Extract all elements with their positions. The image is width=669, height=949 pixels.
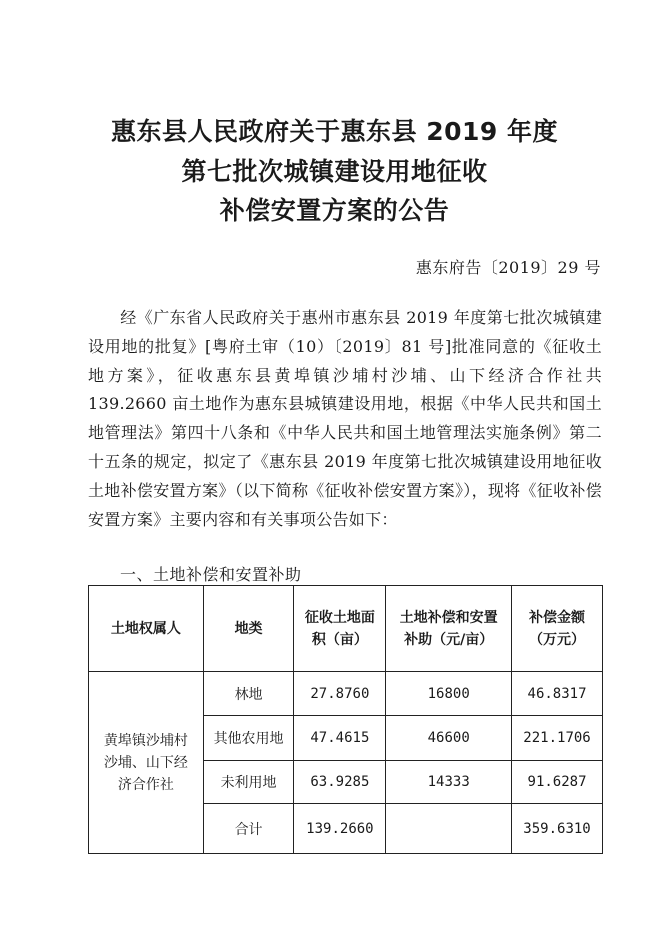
header-amount-line-2: （万元） <box>529 631 586 648</box>
owner-line-3: 济合作社 <box>117 776 174 793</box>
header-rate-line-1: 土地补偿和安置 <box>399 609 498 626</box>
title-line-3: 补偿安置方案的公告 <box>219 196 450 225</box>
header-rate-line-2: 补助（元/亩） <box>404 631 494 648</box>
header-amount-line-1: 补偿金额 <box>529 609 586 626</box>
header-area-line-1: 征收土地面 <box>304 609 375 626</box>
total-rate-cell <box>386 804 512 854</box>
rate-cell: 16800 <box>386 672 512 716</box>
section-heading: 一、土地补偿和安置补助 <box>120 565 302 584</box>
owner-line-2: 沙埔、山下经 <box>103 754 188 771</box>
rate-cell: 46600 <box>386 716 512 761</box>
amount-cell: 46.8317 <box>512 672 603 716</box>
header-area-line-2: 积（亩） <box>311 631 368 648</box>
area-cell: 47.4615 <box>294 716 386 761</box>
area-cell: 27.8760 <box>294 672 386 716</box>
table-header-row <box>89 586 603 672</box>
table-row <box>89 672 603 716</box>
land-type-cell: 其他农用地 <box>203 716 294 761</box>
total-label-cell: 合计 <box>203 804 294 854</box>
header-amount <box>512 586 603 672</box>
amount-cell: 221.1706 <box>512 716 603 761</box>
title-line-1: 惠东县人民政府关于惠东县 2019 年度 <box>111 117 558 146</box>
header-rate <box>386 586 512 672</box>
owner-cell <box>89 672 204 854</box>
amount-cell: 91.6287 <box>512 761 603 804</box>
body-paragraph-text: 经《广东省人民政府关于惠州市惠东县 2019 年度第七批次城镇建设用地的批复》[粤府土审（10）〔2019〕81 号]批准同意的《征收土地方案》，征收惠东县黄埠镇沙埔村沙埔、山下经济合作社共 139.2660 亩土地作为惠东县城镇建设用地，根据《中华人民共和国土地管理法》第四十八条和《中华人民共和国土地管理法实施条例》第二十五条的规定，拟定了《惠东县 2019 年度第七批次城镇建设用地征收土地补偿安置方案》（以下简称《征收补偿安置方案》），现将《征收补偿安置方案》主要内容和有关事项公告如下： <box>88 308 602 529</box>
land-type-cell: 未利用地 <box>203 761 294 804</box>
land-type-cell: 林地 <box>203 672 294 716</box>
total-amount-cell: 359.6310 <box>512 804 603 854</box>
title-line-2: 第七批次城镇建设用地征收 <box>181 157 488 186</box>
body-paragraph <box>88 304 602 534</box>
area-cell: 63.9285 <box>294 761 386 804</box>
rate-cell: 14333 <box>386 761 512 804</box>
header-owner: 土地权属人 <box>89 586 204 672</box>
total-area-cell: 139.2660 <box>294 804 386 854</box>
owner-line-1: 黄埠镇沙埔村 <box>103 732 188 749</box>
header-area <box>294 586 386 672</box>
compensation-table <box>88 585 603 854</box>
header-land-type: 地类 <box>203 586 294 672</box>
document-number: 惠东府告〔2019〕29 号 <box>415 258 601 277</box>
